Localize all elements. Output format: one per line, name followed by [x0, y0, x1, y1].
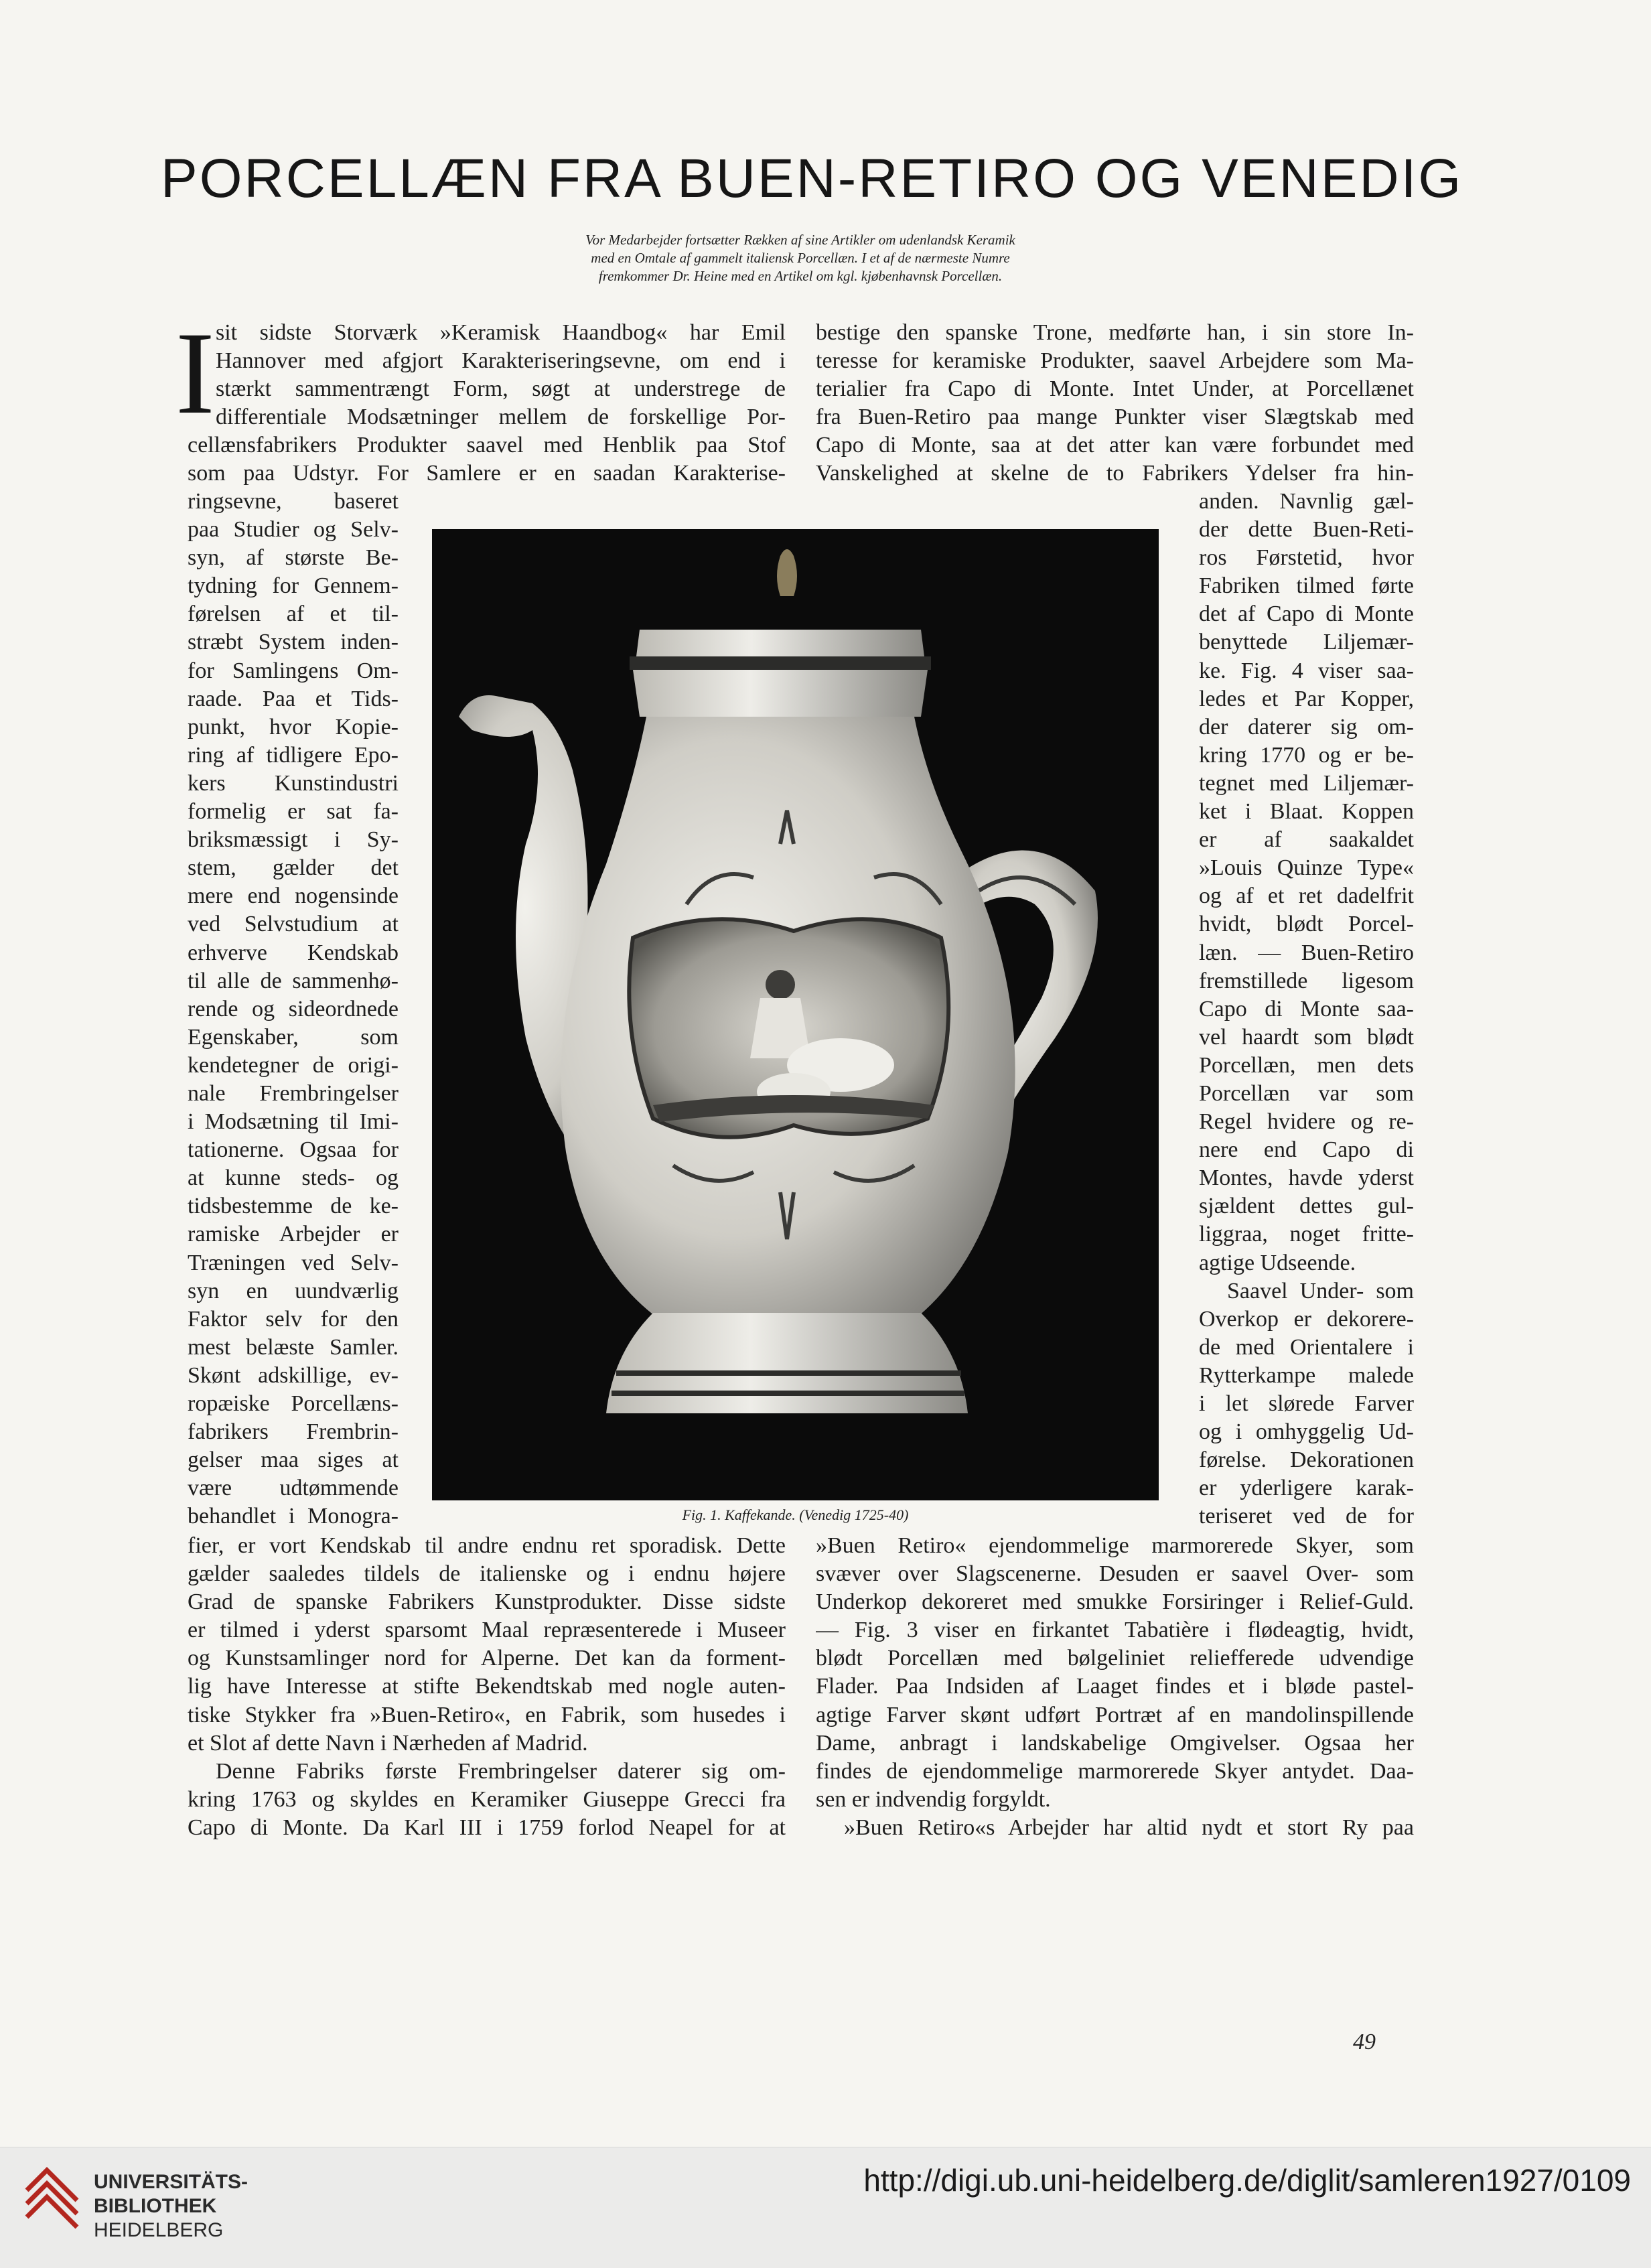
- text-line: stem, gælder det: [188, 855, 399, 881]
- text-line: punkt, hvor Kopie-: [188, 714, 399, 739]
- text-line: — Fig. 3 viser en firkantet Tabatière i flødeagtig, hvidt,: [816, 1618, 1414, 1643]
- text-line: at kunne steds- og: [188, 1165, 399, 1191]
- text-line: sit sidste Storværk »Keramisk Haandbog« har Emil: [216, 320, 786, 345]
- text-line: Grad de spanske Fabrikers Kunstprodukter. Disse sidste: [188, 1589, 786, 1615]
- text-line: ved Selvstudium at: [188, 912, 399, 937]
- text-line: ket i Blaat. Koppen: [1199, 799, 1414, 825]
- text-line: som paa Udstyr. For Samlere er en saadan Karakterise-: [188, 461, 786, 486]
- text-line: kring 1763 og skyldes en Keramiker Giuseppe Grecci fra: [188, 1786, 786, 1812]
- text-line: formelig er sat fa-: [188, 799, 399, 825]
- text-line: er tilmed i yderst sparsomt Maal repræsenterede i Museer: [188, 1618, 786, 1643]
- text-line: og Kunstsamlinger nord for Alperne. Det kan da forment-: [188, 1646, 786, 1671]
- text-line: de med Orientalere i: [1199, 1334, 1414, 1360]
- text-line: ropæiske Porcellæns-: [188, 1391, 399, 1416]
- text-line: kring 1770 og er be-: [1199, 742, 1414, 768]
- text-line: »Louis Quinze Type«: [1199, 855, 1414, 881]
- text-line: Montes, havde yderst: [1199, 1165, 1414, 1191]
- text-line: stærkt sammentrængt Form, søgt at understrege de: [216, 376, 786, 402]
- text-line: ledes et Par Kopper,: [1199, 686, 1414, 711]
- text-line: tationerne. Ogsaa for: [188, 1137, 399, 1163]
- text-line: nere end Capo di: [1199, 1137, 1414, 1163]
- text-line: tiske Stykker fra »Buen-Retiro«, en Fabrik, som husedes i: [188, 1702, 786, 1727]
- text-line: liggraa, noget fritte-: [1199, 1222, 1414, 1247]
- text-line: Porcellæn var som: [1199, 1080, 1414, 1106]
- text-line: til alle de sammenhø-: [188, 968, 399, 993]
- source-url[interactable]: http://digi.ub.uni-heidelberg.de/diglit/samleren1927/0109: [863, 2163, 1631, 2198]
- text-line: gælder saaledes tildels de italienske og i endnu højere: [188, 1561, 786, 1587]
- figure-caption: Fig. 1. Kaffekande. (Venedig 1725-40): [682, 1506, 909, 1523]
- text-line: der dette Buen-Reti-: [1199, 517, 1414, 543]
- text-line: sen er indvendig forgyldt.: [816, 1786, 1051, 1812]
- text-line: Fabriken tilmed førte: [1199, 573, 1414, 599]
- text-line: mere end nogensinde: [188, 883, 399, 909]
- text-line: Træningen ved Selv-: [188, 1250, 399, 1275]
- text-line: »Buen Retiro«s Arbejder har altid nydt et stort Ry paa: [844, 1815, 1414, 1840]
- text-line: ros Førstetid, hvor: [1199, 545, 1414, 571]
- article-title: PORCELLÆN FRA BUEN-RETIRO OG VENEDIG: [161, 148, 1463, 209]
- text-line: lig have Interesse at stifte Bekendtskab med nogle auten-: [188, 1674, 786, 1699]
- text-line: syn en uundværlig: [188, 1278, 399, 1303]
- text-line: cellænsfabrikers Produkter saavel med Henblik paa Stof: [188, 433, 786, 458]
- text-line: Porcellæn, men dets: [1199, 1052, 1414, 1078]
- text-line: Vanskelighed at skelne de to Fabrikers Ydelser fra hin-: [816, 461, 1414, 486]
- text-line: for Samlingens Om-: [188, 658, 399, 683]
- right-column-bottom: [816, 1532, 1414, 1842]
- text-line: findes de ejendommelige marmorerede Skyer antydet. Daa-: [816, 1758, 1414, 1784]
- intro-line: med en Omtale af gammelt italiensk Porcellæn. I et af de nærmeste Numre: [591, 250, 1010, 266]
- intro-note: [482, 231, 1119, 285]
- text-line: kendetegner de origi-: [188, 1052, 399, 1078]
- text-line: Overkop er dekorere-: [1199, 1306, 1414, 1332]
- right-column-narrow: [1199, 488, 1414, 1531]
- text-line: læn. — Buen-Retiro: [1199, 940, 1414, 965]
- text-line: førelsen af et til-: [188, 601, 399, 627]
- text-line: syn, af største Be-: [188, 545, 399, 571]
- text-line: raade. Paa et Tids-: [188, 686, 399, 711]
- intro-line: Vor Medarbejder fortsætter Rækken af sine Artikler om udenlandsk Keramik: [585, 232, 1015, 248]
- text-line: mest belæste Samler.: [188, 1334, 399, 1360]
- text-line: ringsevne, baseret: [188, 489, 399, 514]
- text-line: er af saakaldet: [1199, 827, 1414, 853]
- library-line: BIBLIOTHEK: [94, 2195, 217, 2217]
- text-line: Flader. Paa Indsiden af Laaget findes et i bløde pastel-: [816, 1674, 1414, 1699]
- text-line: stræbt System inden-: [188, 630, 399, 655]
- text-line: tydning for Gennem-: [188, 573, 399, 599]
- text-line: fra Buen-Retiro paa mange Punkter viser Slægtskab med: [816, 405, 1414, 430]
- text-line: være udtømmende: [188, 1476, 399, 1501]
- text-line: behandlet i Monogra-: [188, 1504, 399, 1529]
- text-line: teresse for keramiske Produkter, saavel Arbejdere som Ma-: [816, 348, 1414, 374]
- text-line: rende og sideordnede: [188, 996, 399, 1021]
- library-line: UNIVERSITÄTS-: [94, 2171, 248, 2193]
- text-line: ring af tidligere Epo-: [188, 742, 399, 768]
- coffee-pot-illustration: [432, 529, 1159, 1500]
- page-number: 49: [1353, 2030, 1376, 2054]
- text-line: Egenskaber, som: [188, 1024, 399, 1050]
- left-column-top: [188, 319, 786, 488]
- intro-line: fremkommer Dr. Heine med en Artikel om kgl. kjøbenhavnsk Porcellæn.: [598, 268, 1003, 284]
- text-line: gelser maa siges at: [188, 1447, 399, 1473]
- text-line: Capo di Monte. Da Karl III i 1759 forlod Neapel for at: [188, 1815, 786, 1840]
- text-line: ke. Fig. 4 viser saa-: [1199, 658, 1414, 683]
- library-name: [94, 2170, 248, 2243]
- right-column-top: [816, 319, 1414, 488]
- text-line: i let slørede Farver: [1199, 1391, 1414, 1416]
- left-column-bottom: [188, 1532, 786, 1842]
- text-line: »Buen Retiro« ejendommelige marmorerede Skyer, som: [816, 1533, 1414, 1558]
- text-line: blødt Porcellæn med bølgeliniet reliefferede udvendige: [816, 1646, 1414, 1671]
- text-line: paa Studier og Selv-: [188, 517, 399, 543]
- text-line: bestige den spanske Trone, medførte han, i sin store In-: [816, 320, 1414, 345]
- text-line: og af et ret dadelfrit: [1199, 883, 1414, 909]
- text-line: Dame, anbragt i landskabelige Omgivelser. Ogsaa her: [816, 1730, 1414, 1756]
- text-line: Denne Fabriks første Frembringelser daterer sig om-: [216, 1758, 786, 1784]
- text-line: Saavel Under- som: [1227, 1278, 1414, 1303]
- text-line: anden. Navnlig gæl-: [1199, 489, 1414, 514]
- text-line: vel haardt som blødt: [1199, 1024, 1414, 1050]
- text-line: tidsbestemme de ke-: [188, 1194, 399, 1219]
- text-line: ramiske Arbejder er: [188, 1222, 399, 1247]
- coffee-pot-photograph: [432, 529, 1159, 1500]
- text-line: et Slot af dette Navn i Nærheden af Madrid.: [188, 1730, 588, 1756]
- text-line: Hannover med afgjort Karakteriseringsevne, om end i: [216, 348, 786, 374]
- library-line: HEIDELBERG: [94, 2219, 224, 2241]
- text-line: Underkop dekoreret med smukke Forsiringer i Relief-Guld.: [816, 1589, 1414, 1615]
- text-line: differentiale Modsætninger mellem de forskellige Por-: [216, 405, 786, 430]
- text-line: nale Frembringelser: [188, 1080, 399, 1106]
- text-line: det af Capo di Monte: [1199, 601, 1414, 627]
- text-line: agtige Farver skønt udført Portræt af en mandolinspillende: [816, 1702, 1414, 1727]
- text-line: Faktor selv for den: [188, 1306, 399, 1332]
- text-line: teriseret ved de for: [1199, 1504, 1414, 1529]
- left-column-narrow: [188, 488, 399, 1531]
- text-line: førelse. Dekorationen: [1199, 1447, 1414, 1473]
- text-line: der daterer sig om-: [1199, 714, 1414, 739]
- text-line: Regel hvidere og re-: [1199, 1109, 1414, 1135]
- text-line: svæver over Slagscenerne. Desuden er saavel Over- som: [816, 1561, 1414, 1587]
- text-line: er yderligere karak-: [1199, 1476, 1414, 1501]
- text-line: agtige Udseende.: [1199, 1250, 1356, 1275]
- text-line: og i omhyggelig Ud-: [1199, 1419, 1414, 1445]
- text-line: fier, er vort Kendskab til andre endnu ret sporadisk. Dette: [188, 1533, 786, 1558]
- text-line: Rytterkampe malede: [1199, 1362, 1414, 1388]
- text-line: terialier fra Capo di Monte. Intet Under, at Porcellænet: [816, 376, 1414, 402]
- text-line: Capo di Monte saa-: [1199, 996, 1414, 1021]
- text-line: sjældent dettes gul-: [1199, 1194, 1414, 1219]
- text-line: i Modsætning til Imi-: [188, 1109, 399, 1135]
- drop-cap: I: [175, 308, 215, 439]
- text-line: tegnet med Liljemær-: [1199, 770, 1414, 796]
- text-line: Capo di Monte, saa at det atter kan være forbundet med: [816, 433, 1414, 458]
- ub-heidelberg-logo-icon: [20, 2164, 84, 2237]
- text-line: hvidt, blødt Porcel-: [1199, 912, 1414, 937]
- text-line: benyttede Liljemær-: [1199, 630, 1414, 655]
- text-line: kers Kunstindustri: [188, 770, 399, 796]
- text-line: briksmæssigt i Sy-: [188, 827, 399, 853]
- text-line: fremstillede ligesom: [1199, 968, 1414, 993]
- text-line: fabrikers Frembrin-: [188, 1419, 399, 1445]
- text-line: erhverve Kendskab: [188, 940, 399, 965]
- text-line: Skønt adskillige, ev-: [188, 1362, 399, 1388]
